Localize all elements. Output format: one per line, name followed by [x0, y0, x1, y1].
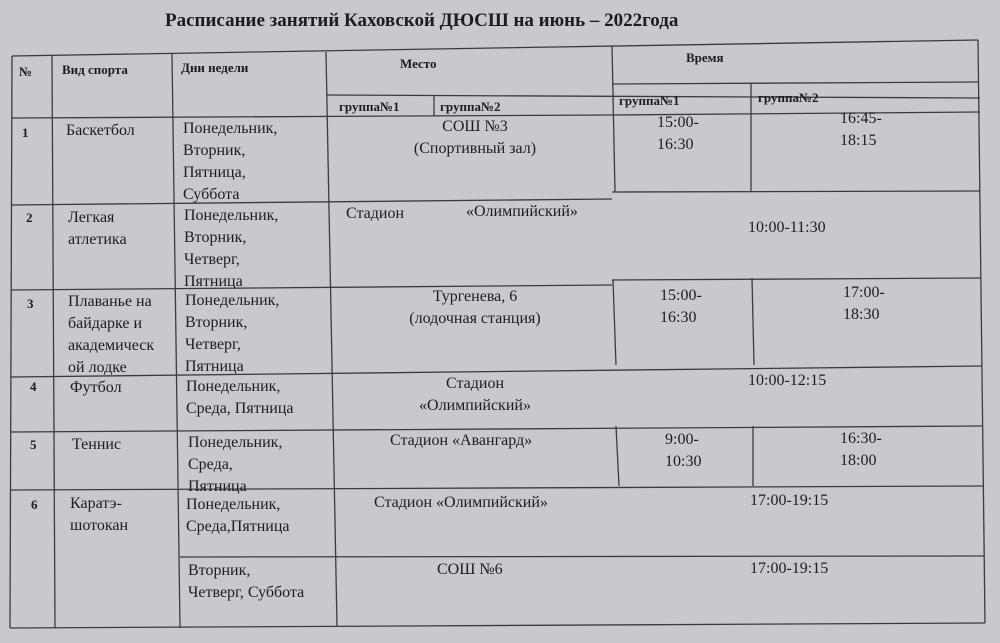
days-of-week: Понедельник, Среда, Пятница	[188, 434, 283, 495]
header-place: Место	[400, 56, 437, 71]
place: Стадион «Олимпийский»	[374, 494, 548, 511]
place: СОШ №3 (Спортивный зал)	[413, 118, 537, 157]
header-time-group1: группа№1	[619, 93, 680, 108]
sport-name: Плаванье на байдарке и академическ ой лодке	[68, 293, 155, 376]
days-of-week: Понедельник, Вторник, Пятница, Суббота	[183, 120, 278, 203]
days-of-week-second: Вторник, Четверг, Суббота	[188, 562, 305, 601]
header-num: №	[19, 64, 33, 79]
row-number: 3	[27, 296, 34, 311]
sport-name: Баскетбол	[66, 122, 135, 139]
place-stadium-name: «Олимпийский»	[466, 203, 578, 220]
row-number: 4	[30, 379, 37, 394]
time-all-groups-second: 17:00-19:15	[750, 560, 829, 577]
time-group2: 17:00- 18:30	[843, 284, 885, 323]
row-number: 5	[30, 437, 37, 452]
sport-name: Футбол	[70, 379, 122, 396]
time-group2: 16:30- 18:00	[840, 430, 882, 469]
place-stadium: Стадион	[346, 205, 405, 222]
header-time-group2: группа№2	[758, 90, 819, 105]
sport-name: Теннис	[72, 436, 122, 453]
time-group1: 9:00- 10:30	[665, 431, 702, 470]
header-days: Дни недели	[181, 60, 249, 75]
days-of-week: Понедельник, Вторник, Четверг, Пятница	[185, 292, 280, 375]
time-group1: 15:00- 16:30	[657, 114, 699, 153]
header-time: Время	[686, 50, 724, 65]
place: Стадион «Олимпийский»	[419, 375, 531, 414]
place-second: СОШ №6	[437, 561, 503, 578]
row-number: 2	[26, 210, 33, 225]
header-place-group1: группа№1	[339, 99, 400, 114]
header-place-group2: группа№2	[440, 99, 501, 114]
time-all-groups: 10:00-11:30	[748, 219, 826, 236]
sport-name: Каратэ- шотокан	[70, 495, 129, 534]
page-title: Расписание занятий Каховской ДЮСШ на июнь – 2022года	[165, 10, 679, 31]
days-of-week: Понедельник, Среда, Пятница	[186, 378, 294, 417]
days-of-week: Понедельник, Вторник, Четверг, Пятница	[184, 207, 279, 290]
header-sport: Вид спорта	[62, 62, 128, 77]
sport-name: Легкая атлетика	[68, 209, 127, 248]
time-group2: 16:45- 18:15	[840, 110, 882, 149]
time-all-groups: 10:00-12:15	[748, 372, 827, 389]
time-all-groups: 17:00-19:15	[750, 492, 829, 509]
row-number: 6	[31, 497, 38, 512]
days-of-week: Понедельник, Среда,Пятница	[186, 496, 290, 535]
place: Стадион «Авангард»	[390, 432, 533, 449]
place: Тургенева, 6 (лодочная станция)	[409, 288, 541, 327]
row-number: 1	[22, 125, 29, 140]
time-group1: 15:00- 16:30	[660, 287, 702, 326]
